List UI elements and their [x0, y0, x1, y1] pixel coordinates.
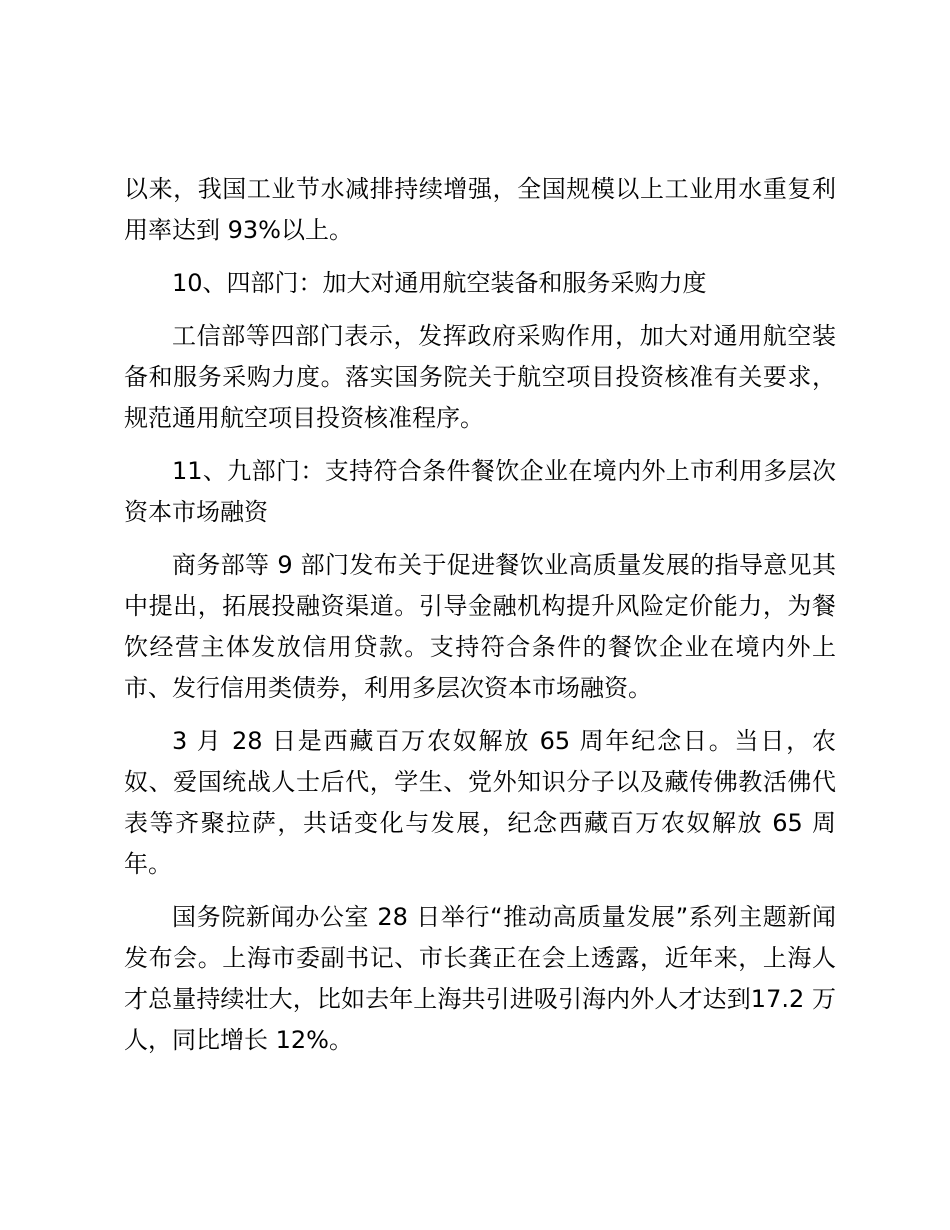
document-body	[124, 169, 836, 1073]
paragraph-tibet-anniversary: 3 月 28 日是西藏百万农奴解放 65 周年纪念日。当日，农奴、爱国统战人士后代，学生、党外知识分子以及藏传佛教活佛代表等齐聚拉萨，共话变化与发展，纪念西藏百万农奴解放 65 周年。	[124, 727, 836, 878]
paragraph-catering-financing: 商务部等 9 部门发布关于促进餐饮业高质量发展的指导意见其中提出，拓展投融资渠道。引导金融机构提升风险定价能力，为餐饮经营主体发放信用贷款。支持符合条件的餐饮企业在境内外上市、发行信用类债券，利用多层次资本市场融资。	[124, 551, 836, 702]
paragraph-shanghai-talent: 国务院新闻办公室 28 日举行“推动高质量发展”系列主题新闻发布会。上海市委副书记、市长龚正在会上透露，近年来，上海人才总量持续壮大，比如去年上海共引进吸引海内外人才达到17.2 万人，同比增长 12%。	[124, 903, 836, 1054]
heading-aviation-procurement: 10、四部门：加大对通用航空装备和服务采购力度	[172, 269, 707, 297]
paragraph-aviation-procurement: 工信部等四部门表示，发挥政府采购作用，加大对通用航空装备和服务采购力度。落实国务院关于航空项目投资核准有关要求，规范通用航空项目投资核准程序。	[124, 322, 836, 432]
paragraph-water-reuse: 以来，我国工业节水减排持续增强，全国规模以上工业用水重复利用率达到 93%以上。	[124, 175, 836, 244]
heading-catering-financing: 11、九部门：支持符合条件餐饮企业在境内外上市利用多层次资本市场融资	[124, 457, 836, 526]
